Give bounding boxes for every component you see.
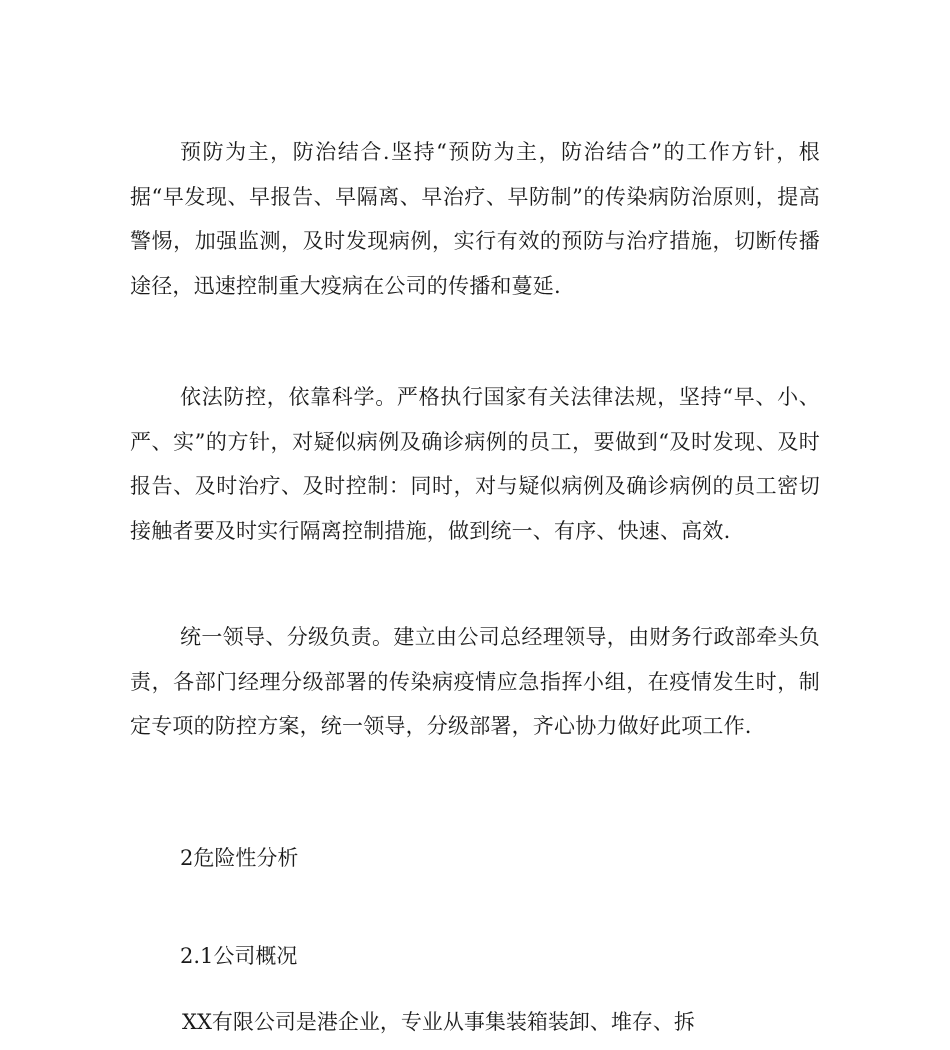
paragraph-company-overview: XX有限公司是港企业，专业从事集装箱装卸、堆存、拆: [182, 1010, 695, 1034]
paragraph-lawful-control: 依法防控，依靠科学。严格执行国家有关法律法规，坚持“早、小、严、实”的方针，对疑似病例及确诊病例的员工，要做到“及时发现、及时报告、及时治疗、及时控制：同时，对与疑似病例及确诊病例的员工密切接触者要及时实行隔离控制措施，做到统一、有序、快速、高效.: [130, 385, 820, 543]
paragraph-unified-leadership: 统一领导、分级负责。建立由公司总经理领导，由财务行政部牵头负责，各部门经理分级部署的传染病疫情应急指挥小组，在疫情发生时，制定专项的防控方案，统一领导，分级部署，齐心协力做好此项工作.: [130, 625, 820, 738]
section-heading: 2危险性分析: [180, 846, 299, 870]
paragraph-prevention-principle: 预防为主，防治结合.坚持“预防为主，防治结合”的工作方针，根据“早发现、早报告、早隔离、早治疗、早防制”的传染病防治原则，提高警惕，加强监测，及时发现病例，实行有效的预防与治疗措施，切断传播途径，迅速控制重大疫病在公司的传播和蔓延.: [130, 140, 820, 298]
subsection-heading: 2.1公司概况: [180, 944, 298, 968]
